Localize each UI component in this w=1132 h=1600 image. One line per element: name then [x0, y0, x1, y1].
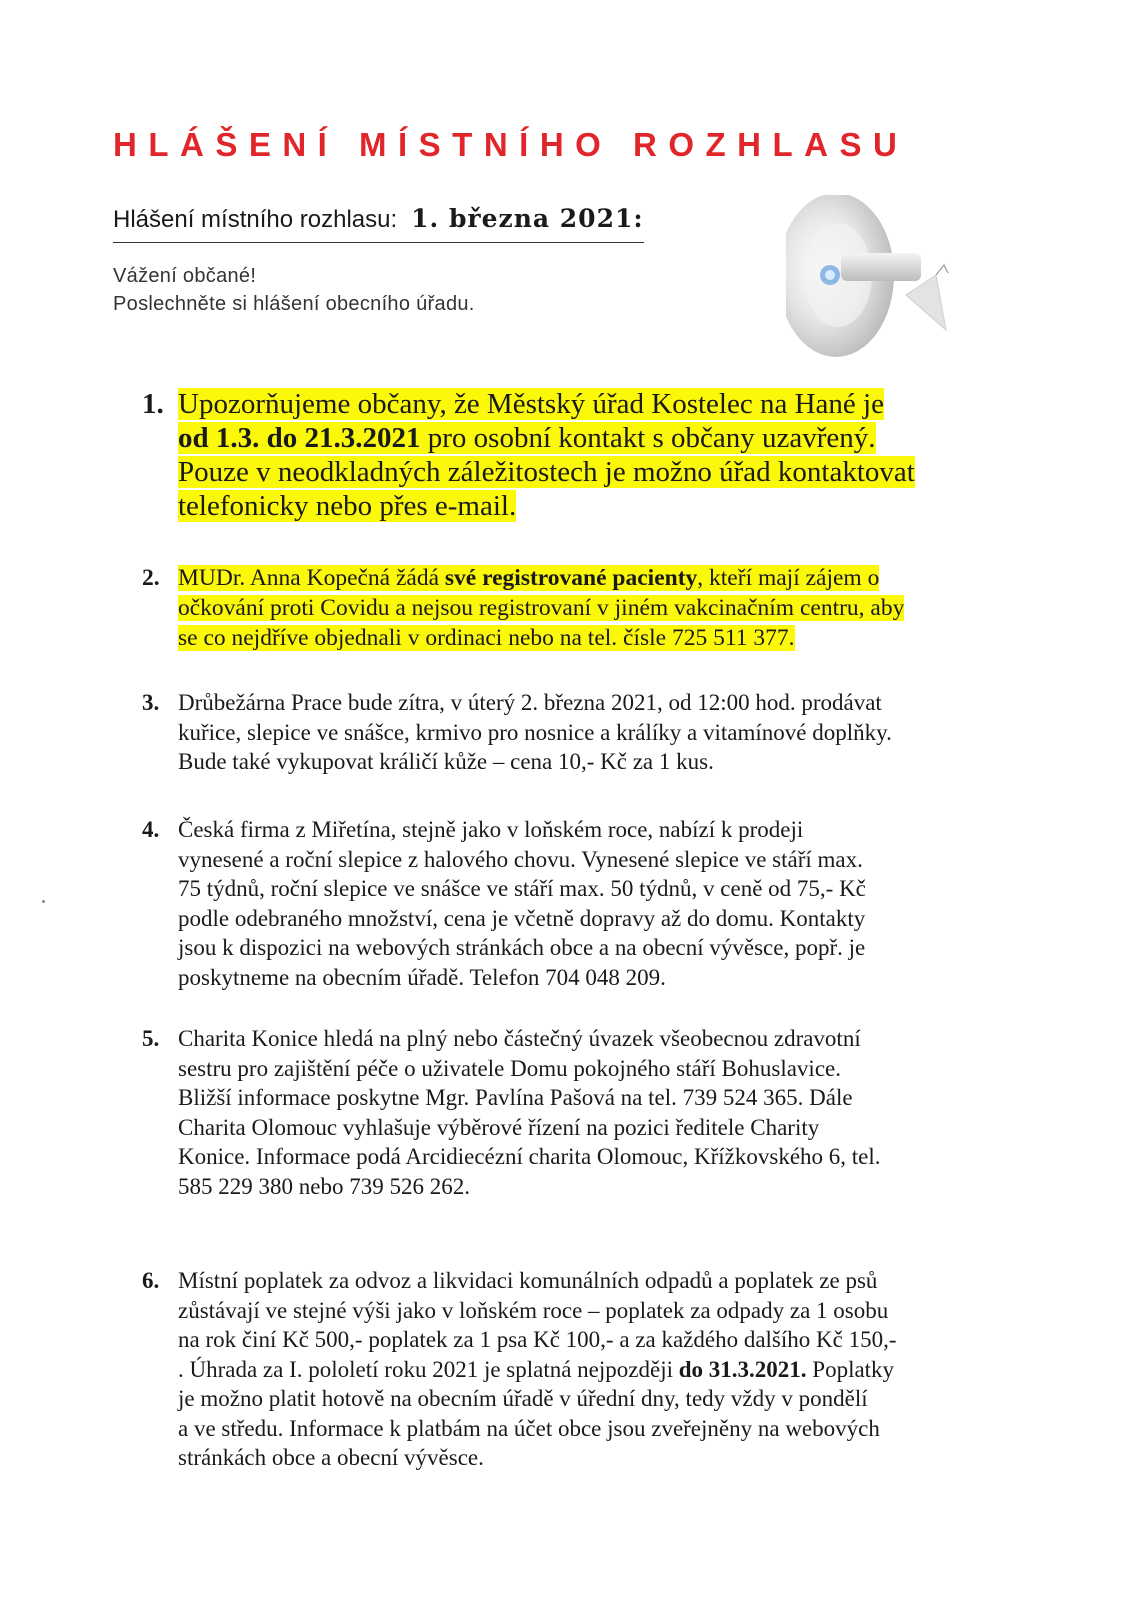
item-line: Charita Olomouc vyhlašuje výběrové řízení na pozici ředitele Charity [178, 1114, 820, 1140]
item-number: 6. [142, 1268, 160, 1293]
item-line: sestru pro zajištění péče o uživatele Domu pokojného stáří Bohuslavice. [178, 1055, 841, 1081]
item-text [178, 563, 1000, 653]
greeting-line-1: Vážení občané! [113, 265, 257, 287]
item-line: na rok činí Kč 500,- poplatek za 1 psa Kč 100,- a za každého dalšího Kč 150,- [178, 1327, 897, 1352]
item-number: 4. [142, 817, 160, 842]
announcement-item-1 [142, 387, 1000, 523]
megaphone-icon [786, 195, 976, 375]
item-line: Charita Konice hledá na plný nebo částečný úvazek všeobecnou zdravotní [178, 1026, 861, 1051]
announcement-heading [113, 201, 644, 243]
item-line: stránkách obce a obecní vývěsce. [178, 1445, 484, 1470]
item-number: 2. [142, 565, 160, 591]
heading-label: Hlášení místního rozhlasu: [113, 206, 398, 233]
item-line: Konice. Informace podá Arcidiecézní charita Olomouc, Křížkovského 6, tel. [178, 1144, 881, 1169]
announcement-item-5 [142, 1024, 1000, 1201]
item-line: Drůbežárna Prace bude zítra, v úterý 2. března 2021, od 12:00 hod. prodávat [178, 690, 882, 715]
item-line: vynesené a roční slepice z halového chovu. Vynesené slepice ve stáří max. [178, 846, 863, 872]
item-text [178, 1024, 1000, 1201]
item-line: MUDr. Anna Kopečná žádá své registrované pacienty, kteří mají zájem o [178, 565, 880, 591]
item-line: Pouze v neodkladných záležitostech je možno úřad kontaktovat [178, 456, 915, 488]
item-line: . Úhrada za I. pololetí roku 2021 je splatná nejpozději do 31.3.2021. Poplatky [178, 1356, 895, 1382]
item-line: od 1.3. do 21.3.2021 pro osobní kontakt s občany uzavřený. [178, 422, 876, 454]
announcement-item-3 [142, 688, 1000, 777]
item-text [178, 1266, 1000, 1473]
item-line: 75 týdnů, roční slepice ve snášce ve stáří max. 50 týdnů, v ceně od 75,- Kč [178, 876, 866, 901]
page-title: HLÁŠENÍ MÍSTNÍHO ROZHLASU [113, 126, 909, 163]
item-line: jsou k dispozici na webových stránkách obce a na obecní vývěsce, popř. je [178, 935, 866, 960]
item-line: očkování proti Covidu a nejsou registrovaní v jiném vakcinačním centru, aby [178, 595, 905, 621]
announcement-item-4 [142, 815, 1000, 992]
greeting [113, 262, 475, 318]
item-number: 1. [142, 388, 164, 420]
item-line: se co nejdříve objednali v ordinaci nebo na tel. čísle 725 511 377. [178, 625, 795, 651]
item-number: 3. [142, 690, 160, 715]
greeting-line-2: Poslechněte si hlášení obecního úřadu. [113, 293, 475, 315]
item-text [178, 688, 1000, 777]
item-line: Upozorňujeme občany, že Městský úřad Kostelec na Hané je [178, 388, 884, 420]
item-line: je možno platit hotově na obecním úřadě v úřední dny, tedy vždy v pondělí [178, 1386, 868, 1411]
item-line: telefonicky nebo přes e-mail. [178, 490, 517, 522]
item-line: a ve středu. Informace k platbám na účet obce jsou zveřejněny na webových [178, 1415, 880, 1441]
item-text [178, 387, 1000, 523]
item-line: Bude také vykupovat králičí kůže – cena 10,- Kč za 1 kus. [178, 749, 714, 774]
heading-date: 1. března 2021: [411, 204, 644, 233]
item-line: podle odebraného množství, cena je včetně dopravy až do domu. Kontakty [178, 905, 866, 931]
item-line: poskytneme na obecním úřadě. Telefon 704 048 209. [178, 964, 666, 990]
announcement-item-2 [142, 563, 1000, 653]
scan-speck [42, 900, 45, 903]
item-line: Bližší informace poskytne Mgr. Pavlína Pašová na tel. 739 524 365. Dále [178, 1085, 853, 1110]
item-line: 585 229 380 nebo 739 526 262. [178, 1173, 470, 1199]
item-line: Místní poplatek za odvoz a likvidaci komunálních odpadů a poplatek ze psů [178, 1268, 878, 1293]
item-line: zůstávají ve stejné výši jako v loňském roce – poplatek za odpady za 1 osobu [178, 1297, 889, 1323]
announcement-item-6 [142, 1266, 1000, 1473]
item-number: 5. [142, 1026, 160, 1051]
item-text [178, 815, 1000, 992]
item-line: kuřice, slepice ve snášce, krmivo pro nosnice a králíky a vitamínové doplňky. [178, 719, 892, 745]
item-line: Česká firma z Miřetína, stejně jako v loňském roce, nabízí k prodeji [178, 817, 804, 842]
